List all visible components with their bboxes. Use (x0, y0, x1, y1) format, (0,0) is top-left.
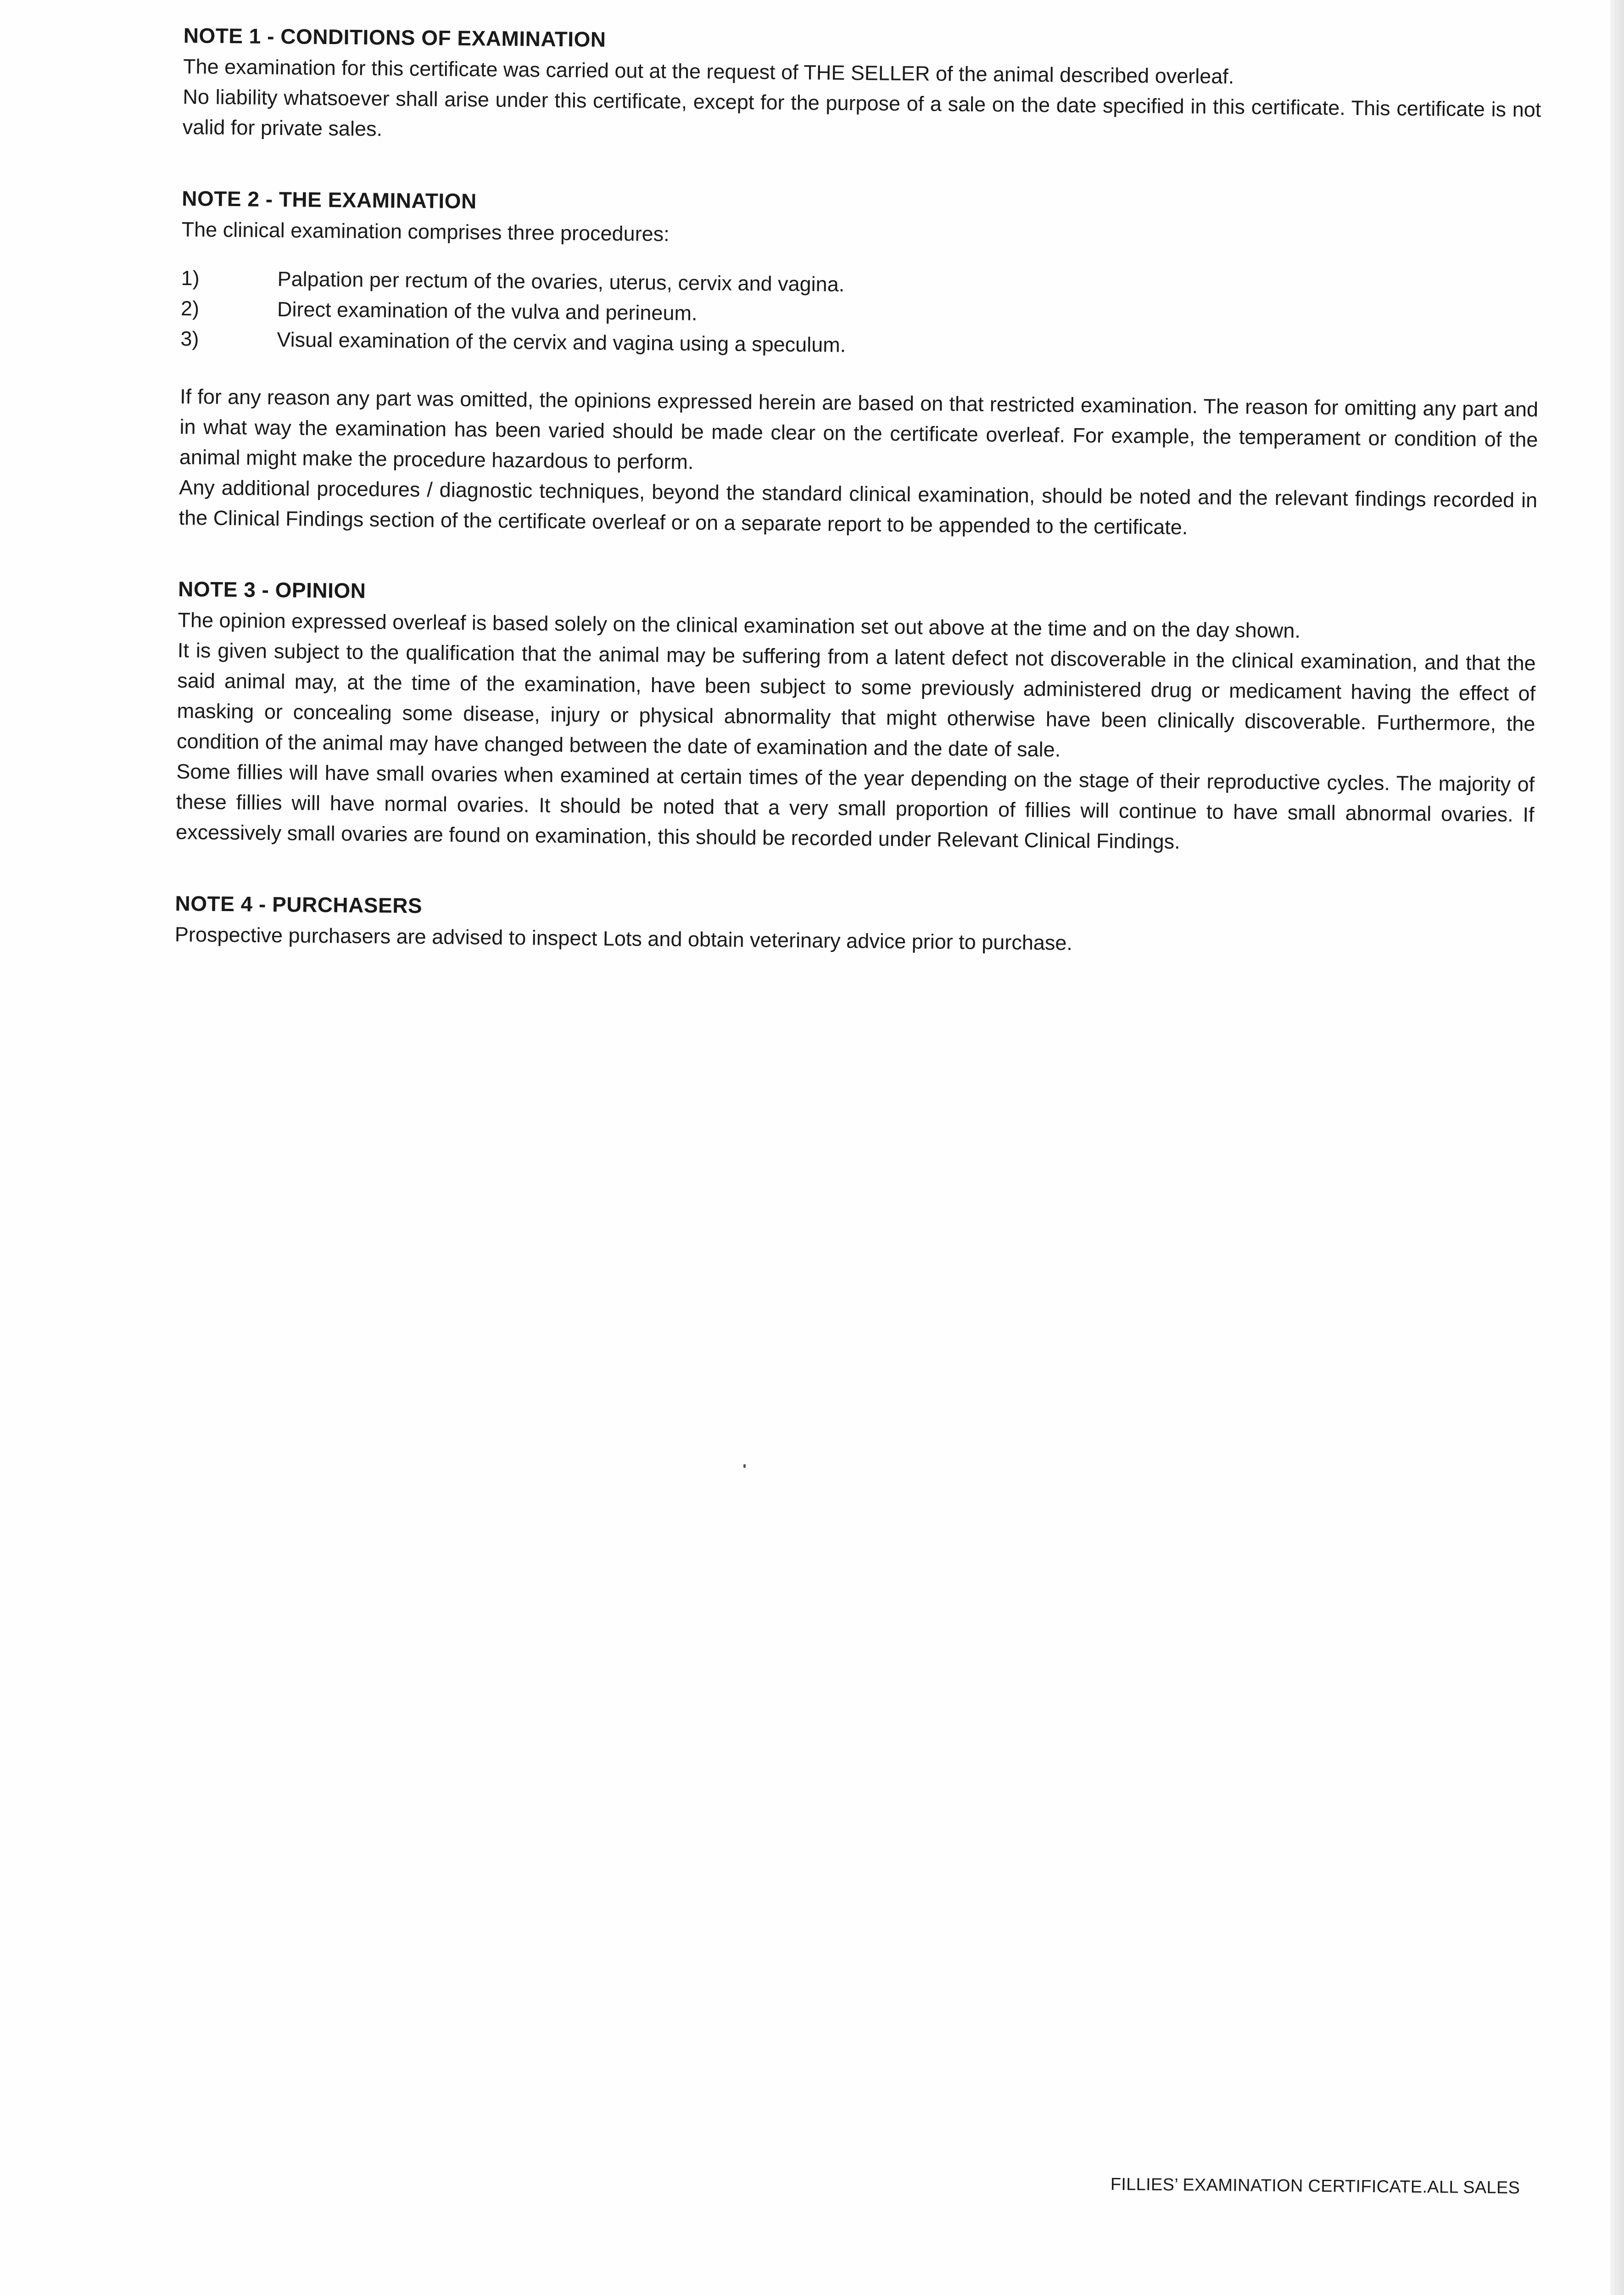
note-3-paragraph-2: It is given subject to the qualification that the animal may be suffering from a latent defect not discoverable in the clinical examination, and that the said animal may, at the time of the examination, have been subject to some previously administered drug or medicament having the effect of masking or concealing some disease, injury or physical abnormality that might otherwise have been clinically discoverable. Furthermore, the condition of the animal may have changed between the date of examination and the date of sale. (176, 638, 1536, 761)
note-2-paragraph-1: If for any reason any part was omitted, the opinions expressed herein are based on that restricted examination. The reason for omitting any part and in what way the examination has been varied should be made clear on the certificate overleaf. For example, the temperament or condition of the animal might make the procedure hazardous to perform. (179, 384, 1539, 474)
note-1-paragraph-1: The examination for this certificate was carried out at the request of THE SELLER of the animal described overleaf. (183, 54, 1234, 88)
list-item-text: Visual examination of the cervix and vagina using a speculum. (277, 327, 846, 357)
notes-content (174, 23, 1542, 1006)
footer-label: FILLIES’ EXAMINATION CERTIFICATE.ALL SALES (1110, 2175, 1520, 2198)
note-2-paragraph-2: Any additional procedures / diagnostic techniques, beyond the standard clinical examination, should be noted and the relevant findings recorded in the Clinical Findings section of the certificate overleaf or on a separate report to be appended to the certificate. (179, 475, 1538, 539)
list-item-text: Palpation per rectum of the ovaries, uterus, cervix and vagina. (277, 267, 845, 296)
list-item-text: Direct examination of the vulva and perineum. (277, 297, 698, 325)
note-3-paragraph-1: The opinion expressed overleaf is based solely on the clinical examination set out above at the time and on the day shown. (178, 608, 1301, 643)
note-3-paragraph-3: Some fillies will have small ovaries when examined at certain times of the year depending on the stage of their reproductive cycles. The majority of these fillies will have normal ovaries. It should be noted that a very small proportion of fillies will continue to have small abnormal ovaries. If excessively small ovaries are found on examination, this should be recorded under Relevant Clinical Findings. (175, 759, 1535, 853)
note-2-heading: NOTE 2 - THE EXAMINATION (182, 186, 477, 213)
note-1-paragraph-2: No liability whatsoever shall arise under this certificate, except for the purpose of a sale on the date specified in this certificate. This certificate is not valid for private sales. (182, 84, 1541, 141)
list-item-number: 2) (180, 296, 200, 320)
note-4-heading: NOTE 4 - PURCHASERS (175, 891, 423, 918)
note-1-heading: NOTE 1 - CONDITIONS OF EXAMINATION (183, 23, 606, 51)
note-1-section (183, 23, 1542, 155)
note-2-intro: The clinical examination comprises three procedures: (181, 217, 670, 246)
note-3-section (176, 577, 1537, 860)
note-2-section (179, 186, 1540, 546)
scan-speck (743, 1464, 746, 1468)
scan-edge-shadow (1610, 0, 1624, 2295)
list-item-number: 1) (181, 266, 200, 290)
note-4-section (175, 891, 1534, 963)
note-3-heading: NOTE 3 - OPINION (178, 577, 366, 603)
procedure-list (180, 263, 1540, 367)
list-item-number: 3) (180, 326, 199, 351)
note-4-paragraph-1: Prospective purchasers are advised to inspect Lots and obtain veterinary advice prior to purchase. (174, 922, 1073, 955)
